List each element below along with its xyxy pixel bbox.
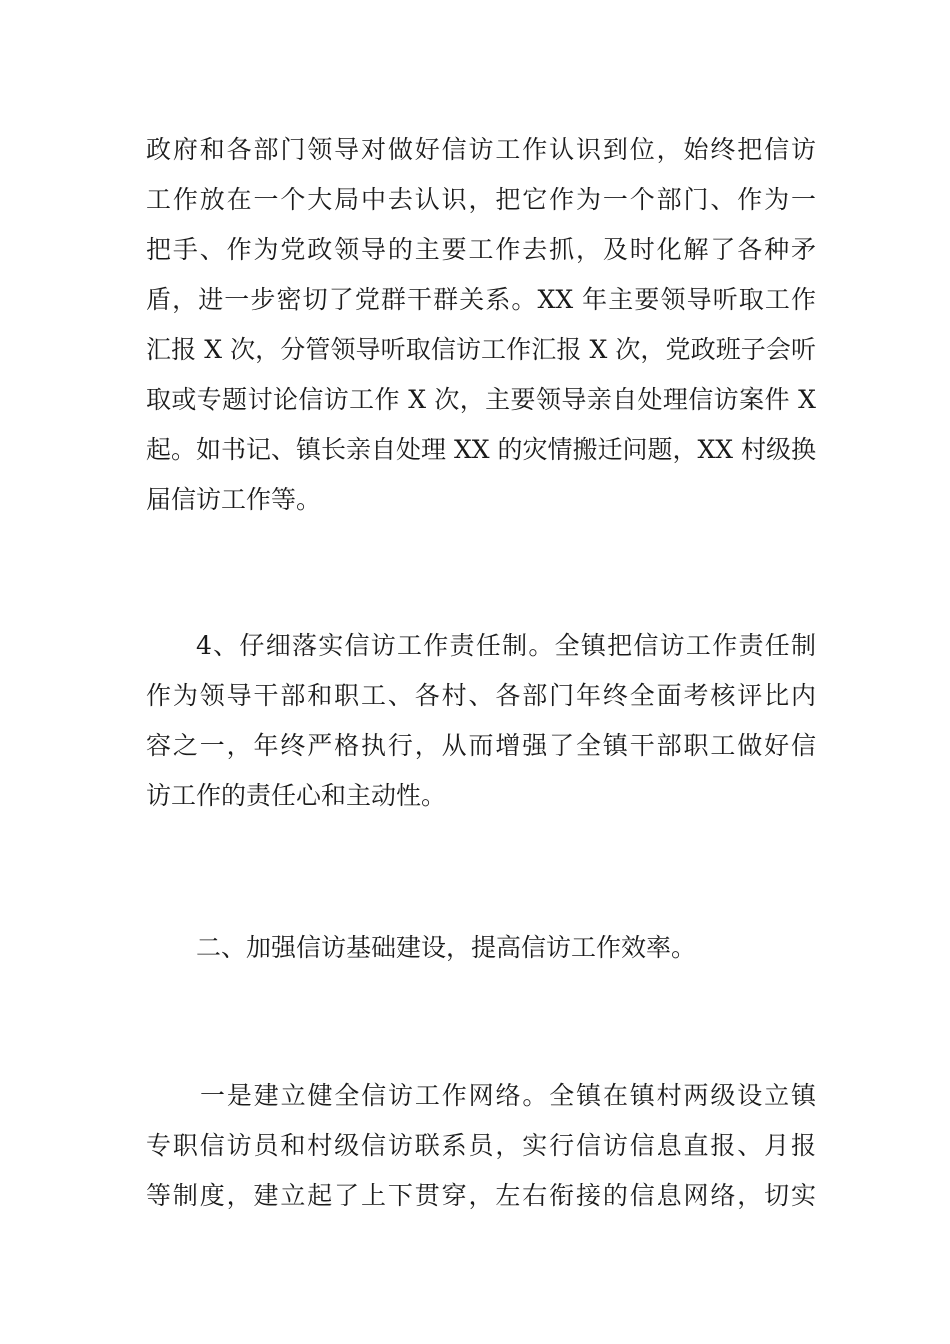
paragraph-2-line-4: 访工作的责任心和主动性。 xyxy=(146,781,447,810)
paragraph-1-line-1: 政府和各部门领导对做好信访工作认识到位，始终把信访 xyxy=(146,135,816,164)
paragraph-1-line-6: 取或专题讨论信访工作 X 次，主要领导亲自处理信访案件 X xyxy=(146,385,816,414)
paragraph-1-line-2: 工作放在一个大局中去认识，把它作为一个部门、作为一 xyxy=(146,185,816,214)
paragraph-3-line-1: 一是建立健全信访工作网络。全镇在镇村两级设立镇 xyxy=(200,1081,816,1110)
paragraph-1-line-7: 起。如书记、镇长亲自处理 XX 的灾情搬迁问题，XX 村级换 xyxy=(146,435,817,464)
section-heading-2-text: 二、加强信访基础建设，提高信访工作效率。 xyxy=(196,933,697,962)
paragraph-1-line-5: 汇报 X 次，分管领导听取信访工作汇报 X 次，党政班子会听 xyxy=(146,335,816,364)
paragraph-2-line-2: 作为领导干部和职工、各村、各部门年终全面考核评比内 xyxy=(146,681,816,710)
paragraph-3-line-3: 等制度，建立起了上下贯穿，左右衔接的信息网络，切实 xyxy=(146,1181,816,1210)
paragraph-2-line-1: 4、仔细落实信访工作责任制。全镇把信访工作责任制 xyxy=(196,631,816,660)
paragraph-2-line-3: 容之一，年终严格执行，从而增强了全镇干部职工做好信 xyxy=(146,731,816,760)
paragraph-1-line-4: 盾，进一步密切了党群干群关系。XX 年主要领导听取工作 xyxy=(146,285,816,314)
paragraph-3-line-2: 专职信访员和村级信访联系员，实行信访信息直报、月报 xyxy=(146,1131,816,1160)
paragraph-1-line-3: 把手、作为党政领导的主要工作去抓，及时化解了各种矛 xyxy=(146,235,816,264)
paragraph-1-line-8: 届信访工作等。 xyxy=(146,485,322,514)
